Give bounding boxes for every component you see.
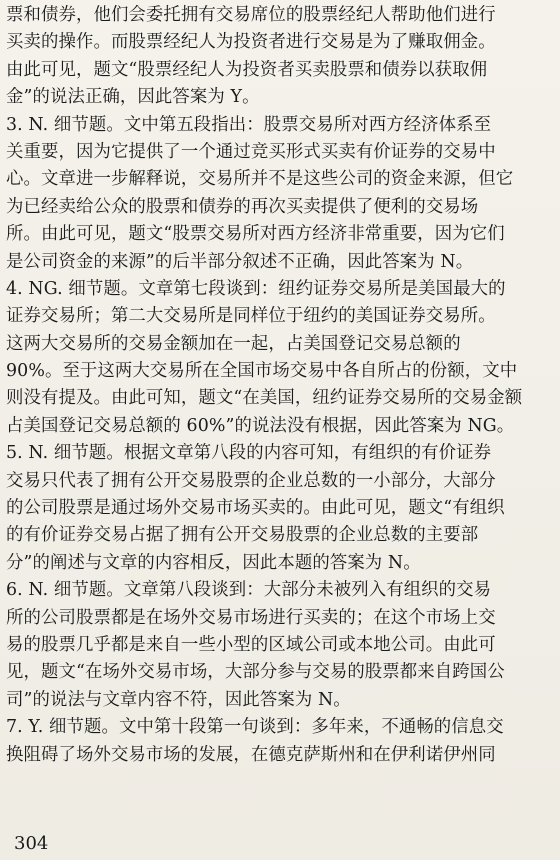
text-line: 买卖的操作。而股票经纪人为投资者进行交易是为了赚取佣金。 — [6, 32, 496, 53]
text-line: 票和债券，他们会委托拥有交易席位的股票经纪人帮助他们进行 — [6, 5, 496, 25]
text-line: 见，题文“在场外交易市场，大部分参与交易的股票都来自跨国公 — [6, 662, 505, 683]
text-line: 7. Y. 细节题。文中第十段第一句谈到：多年来，不通畅的信息交 — [6, 717, 504, 738]
text-line: 为已经卖给公众的股票和债券的再次买卖提供了便利的交易场 — [6, 196, 479, 217]
text-line: 金”的说法正确，因此答案为 Y。 — [6, 87, 260, 108]
text-line: 3. N. 细节题。文中第五段指出：股票交易所对西方经济体系至 — [6, 114, 492, 135]
text-line: 交易只代表了拥有公开交易股票的企业总数的一小部分，大部分 — [6, 470, 496, 491]
text-line: 的公司股票是通过场外交易市场买卖的。由此可见，题文“有组织 — [6, 498, 505, 519]
text-line: 易的股票几乎都是来自一些小型的区域公司或本地公司。由此可 — [6, 634, 496, 655]
text-line: 5. N. 细节题。根据文章第八段的内容可知，有组织的有价证券 — [6, 443, 492, 464]
text-line: 换阻碍了场外交易市场的发展，在德克萨斯州和在伊利诺伊州同 — [6, 744, 496, 765]
text-line: 心。文章进一步解释说，交易所并不是这些公司的资金来源，但它 — [6, 169, 514, 190]
text-line: 由此可见，题文“股票经纪人为投资者买卖股票和债券以获取佣 — [6, 59, 488, 80]
text-line: 司”的说法与文章内容不符，因此答案为 N。 — [6, 689, 351, 710]
text-line: 6. N. 细节题。文章第八段谈到：大部分未被列入有组织的交易 — [6, 580, 492, 601]
text-line: 分”的阐述与文章的内容相反，因此本题的答案为 N。 — [6, 552, 421, 573]
page-number: 304 — [14, 833, 49, 854]
text-line: 90%。至于这两大交易所在全国市场交易中各自所占的份额，文中 — [6, 361, 518, 382]
text-line: 占美国登记交易总额的 60%”的说法没有根据，因此答案为 NG。 — [6, 415, 515, 436]
text-line: 则没有提及。由此可知，题文“在美国，纽约证券交易所的交易金额 — [6, 388, 523, 409]
text-line: 关重要，因为它提供了一个通过竞买形式买卖有价证券的交易中 — [6, 141, 496, 162]
text-line: 所。由此可见，题文“股票交易所对西方经济非常重要，因为它们 — [6, 224, 505, 245]
text-line: 是公司资金的来源”的后半部分叙述不正确，因此答案为 N。 — [6, 251, 474, 272]
text-line: 所的公司股票都是在场外交易市场进行买卖的；在这个市场上交 — [6, 607, 496, 628]
text-line: 的有价证券交易占据了拥有公开交易股票的企业总数的主要部 — [6, 525, 479, 546]
answer-explanations-text — [6, 2, 552, 769]
text-line: 证券交易所；第二大交易所是同样位于纽约的美国证券交易所。 — [6, 306, 496, 327]
text-line: 这两大交易所的交易金额加在一起，占美国登记交易总额的 — [6, 333, 461, 354]
text-line: 4. NG. 细节题。文章第七段谈到：纽约证券交易所是美国最大的 — [6, 278, 506, 299]
